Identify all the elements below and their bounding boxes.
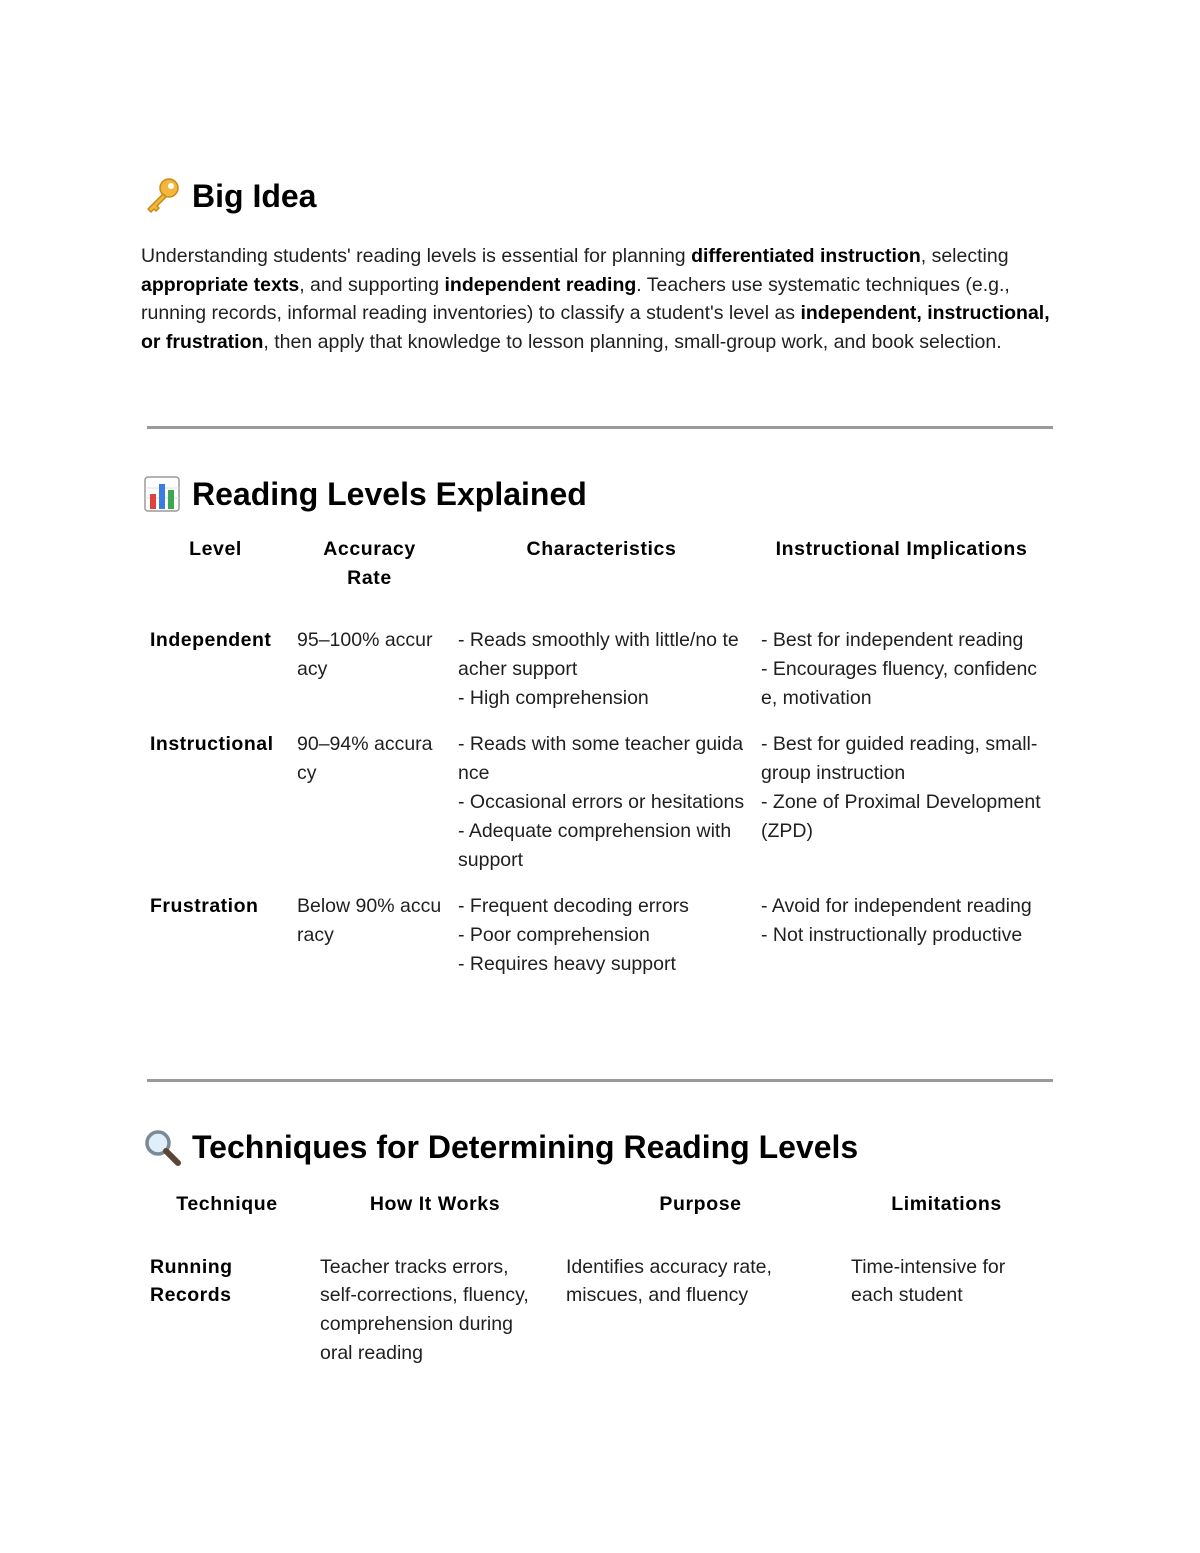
accuracy-cell: 95–100% accuracy [297, 629, 433, 680]
bold-phrase: differentiated instruction [691, 245, 921, 267]
text-run: , then apply that knowledge to lesson planning, small-group work, and book selection. [263, 331, 1002, 354]
implication-item: - Best for guided reading, small-group instruction [761, 733, 1038, 785]
big-idea-paragraph [141, 242, 1051, 357]
column-header: Accuracy Rate [323, 538, 416, 589]
magnifying-glass-icon [142, 1127, 182, 1167]
table-row [142, 874, 1050, 978]
techniques-heading [142, 1127, 858, 1167]
column-header: Purpose [659, 1193, 742, 1215]
implications-cell [753, 874, 1050, 978]
text-run: , selecting [920, 245, 1009, 267]
characteristic-item: - High comprehension [458, 686, 649, 709]
level-cell: Independent [150, 629, 272, 651]
characteristic-item: - Occasional errors or hesitations [458, 790, 745, 813]
bar-chart-icon [142, 474, 182, 514]
table-header-row [142, 535, 1050, 608]
section-divider [147, 426, 1053, 429]
section-divider [147, 1079, 1053, 1082]
big-idea-heading [142, 176, 316, 216]
table-row [142, 608, 1050, 712]
bold-phrase: appropriate texts [141, 273, 300, 296]
techniques-title: Techniques for Determining Reading Levels [192, 1129, 859, 1165]
characteristic-item: - Requires heavy support [458, 952, 676, 975]
text-run: . Teachers use systematic techniques (e.g., running records, informal reading inventories) to classify a student's level as [141, 273, 1010, 325]
characteristic-item: - Frequent decoding errors [458, 895, 689, 918]
level-cell: Instructional [150, 733, 274, 756]
implications-cell [753, 608, 1050, 712]
table-row [142, 1235, 1050, 1368]
reading-levels-heading [142, 474, 587, 514]
bold-phrase: independent reading [444, 273, 637, 296]
characteristics-cell [450, 874, 753, 978]
characteristics-cell [450, 608, 753, 712]
limitations-cell: Time-intensive for each student [851, 1255, 1006, 1307]
text-run: Understanding students' reading levels is essential for planning [141, 245, 692, 267]
implication-item: - Best for independent reading [761, 629, 1024, 651]
column-header: Level [189, 538, 242, 560]
implications-cell [753, 712, 1050, 874]
reading-levels-table [142, 535, 1050, 979]
table-row [142, 712, 1050, 874]
implication-item: - Zone of Proximal Development (ZPD) [761, 790, 1041, 842]
purpose-cell: Identifies accuracy rate, miscues, and fluency [566, 1255, 772, 1307]
accuracy-cell: 90–94% accuracy [297, 733, 433, 785]
characteristics-cell [450, 712, 753, 874]
implication-item: - Avoid for independent reading [761, 895, 1032, 918]
accuracy-cell: Below 90% accuracy [297, 895, 442, 947]
big-idea-title: Big Idea [192, 178, 317, 214]
text-run: , and supporting [299, 273, 445, 296]
characteristic-item: - Reads smoothly with little/no teacher support [458, 629, 739, 680]
techniques-table [142, 1190, 1050, 1368]
column-header: Instructional Implications [775, 538, 1028, 560]
table-header-row [142, 1190, 1050, 1235]
reading-levels-title: Reading Levels Explained [192, 476, 587, 512]
technique-cell: Running Records [150, 1255, 233, 1307]
column-header: Limitations [891, 1193, 1002, 1215]
how-it-works-cell: Teacher tracks errors, self-corrections, fluency, comprehension during oral reading [320, 1255, 529, 1364]
key-icon [142, 176, 182, 216]
column-header: How It Works [369, 1193, 501, 1215]
characteristic-item: - Reads with some teacher guidance [458, 733, 744, 785]
implication-item: - Encourages fluency, confidence, motivation [761, 657, 1038, 709]
column-header: Characteristics [526, 538, 677, 560]
level-cell: Frustration [150, 895, 259, 918]
characteristic-item: - Poor comprehension [458, 924, 650, 947]
column-header: Technique [176, 1193, 278, 1215]
bold-phrase: independent, instructional, or frustration [141, 302, 1050, 354]
implication-item: - Not instructionally productive [761, 924, 1023, 947]
characteristic-item: - Adequate comprehension with support [458, 819, 732, 871]
